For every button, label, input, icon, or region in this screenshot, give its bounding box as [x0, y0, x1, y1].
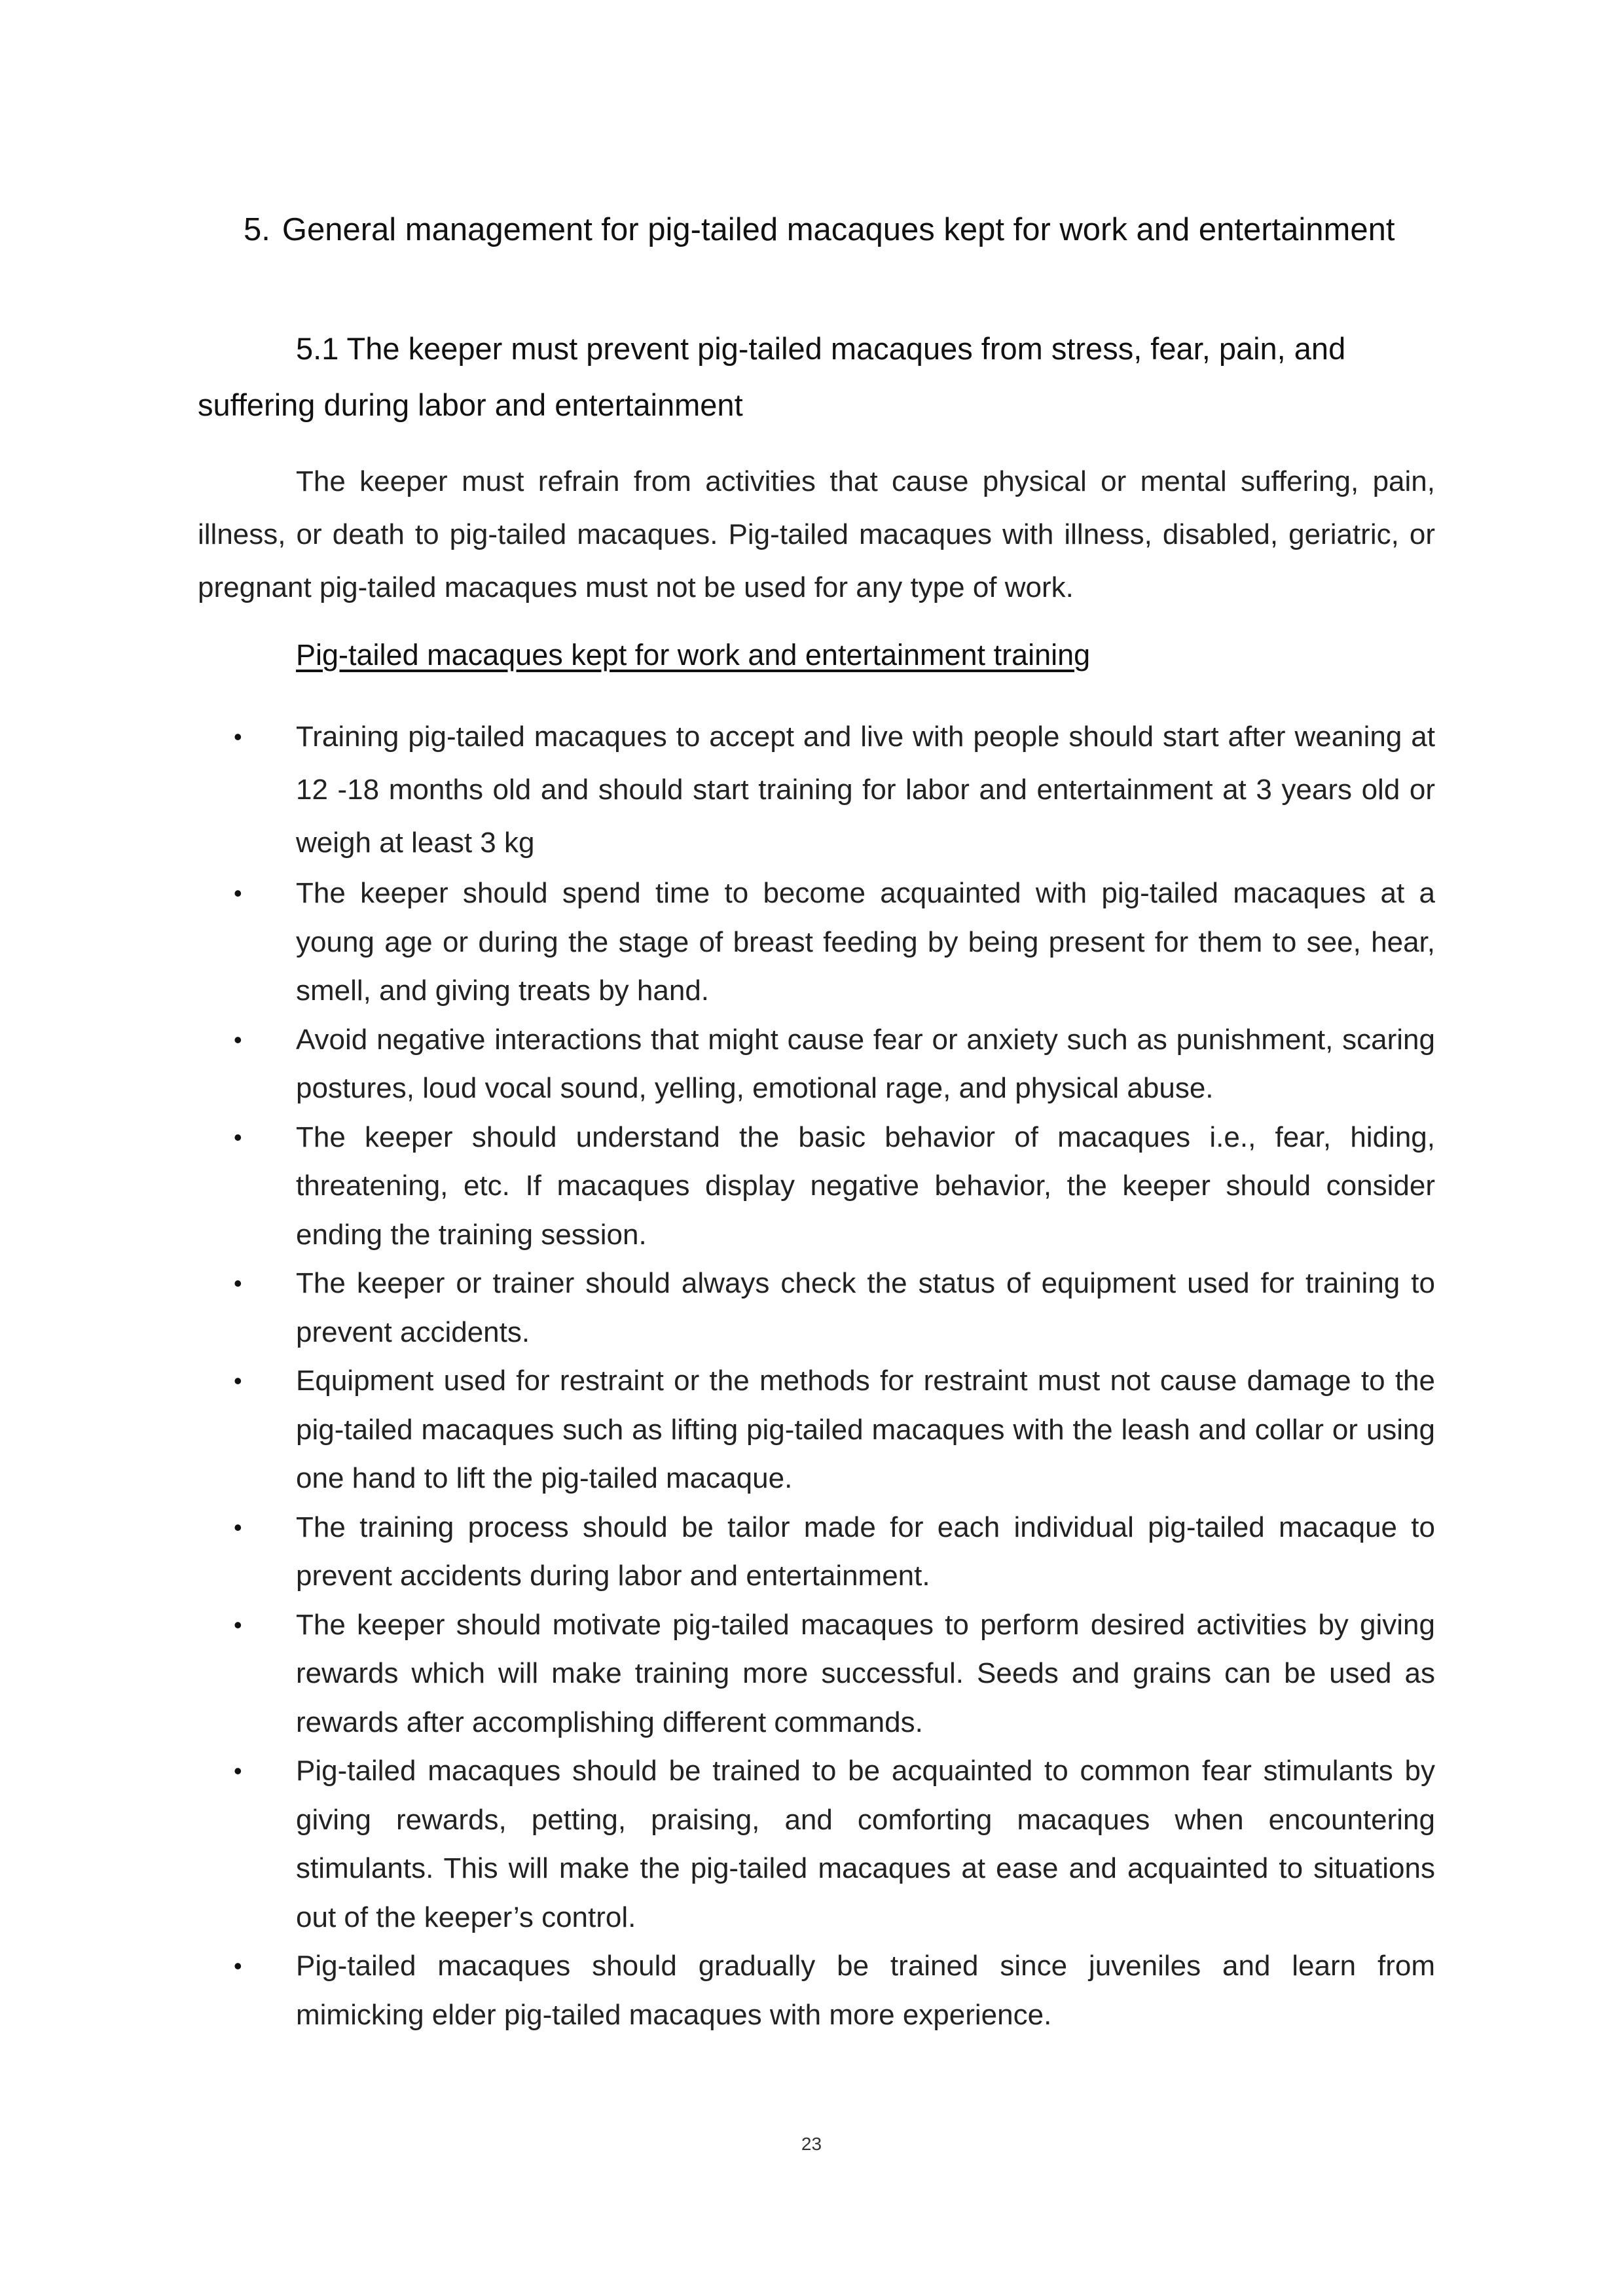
- bullet-item: [198, 1113, 1435, 1260]
- bullet-dot-icon: •: [234, 1513, 242, 1541]
- bullet-dot-icon: •: [234, 1270, 242, 1297]
- bullet-text: The keeper or trainer should always check the status of equipment used for training to prevent accidents.: [296, 1267, 1435, 1348]
- bullet-item: [198, 710, 1435, 869]
- bullet-dot-icon: •: [234, 1026, 242, 1053]
- bullet-dot-icon: •: [234, 1367, 242, 1394]
- bullet-text: The keeper should spend time to become acquainted with pig-tailed macaques at a young age or during the stage of breast feeding by being present for them to see, hear, smell, and giving treats by hand.: [296, 877, 1435, 1007]
- training-bullet-list: [198, 710, 1435, 2039]
- page-number: 23: [801, 2134, 822, 2154]
- section-heading: [198, 200, 1429, 260]
- bullet-item: [198, 1747, 1435, 1942]
- subsection-heading: 5.1 The keeper must prevent pig-tailed macaques from stress, fear, pain, and suffering during labor and entertainment: [198, 331, 1346, 422]
- bullet-text: Pig-tailed macaques should be trained to be acquainted to common fear stimulants by giving rewards, petting, praising, and comforting macaques when encountering stimulants. This will make the pig-tailed macaques at ease and acquainted to situations out of the keeper’s control.: [296, 1755, 1435, 1933]
- bullet-dot-icon: •: [234, 880, 242, 906]
- bullet-text: Equipment used for restraint or the methods for restraint must not cause damage to the pig-tailed macaques such as lifting pig-tailed macaques with the leash and collar or using one hand to lift the pig-tailed macaque.: [296, 1365, 1435, 1494]
- bullet-item: [198, 1016, 1435, 1113]
- bullet-item: [198, 1259, 1435, 1357]
- bullet-item: [198, 1942, 1435, 2039]
- bullet-text: The keeper should understand the basic behavior of macaques i.e., fear, hiding, threatening, etc. If macaques display negative behavior, the keeper should consider ending the training session.: [296, 1121, 1435, 1251]
- section-number: 5.: [244, 212, 270, 247]
- bullet-item: [198, 1601, 1435, 1748]
- intro-paragraph: The keeper must refrain from activities that cause physical or mental suffering, pain, illness, or death to pig-tailed macaques. Pig-tailed macaques with illness, disabled, geriatric, or pregnant pig-tailed macaques must not be used for any type of work.: [198, 465, 1435, 603]
- bullet-text: Avoid negative interactions that might cause fear or anxiety such as punishment, scaring postures, loud vocal sound, yelling, emotional rage, and physical abuse.: [296, 1023, 1435, 1104]
- bullet-dot-icon: •: [234, 1952, 242, 1979]
- bullet-text: The training process should be tailor made for each individual pig-tailed macaque to prevent accidents during labor and entertainment.: [296, 1511, 1435, 1592]
- training-heading: Pig-tailed macaques kept for work and entertainment training: [296, 638, 1091, 672]
- bullet-text: Pig-tailed macaques should gradually be trained since juveniles and learn from mimicking elder pig-tailed macaques with more experience.: [296, 1950, 1435, 2031]
- section-title: General management for pig-tailed macaques kept for work and entertainment: [282, 212, 1395, 247]
- bullet-text: Training pig-tailed macaques to accept and live with people should start after weaning at 12 -18 months old and should start training for labor and entertainment at 3 years old or weigh at least 3 kg: [296, 721, 1435, 859]
- bullet-item: [198, 1357, 1435, 1503]
- bullet-dot-icon: •: [234, 723, 242, 750]
- bullet-item: [198, 1503, 1435, 1601]
- bullet-dot-icon: •: [234, 1757, 242, 1784]
- bullet-dot-icon: •: [234, 1611, 242, 1638]
- bullet-item: [198, 869, 1435, 1016]
- bullet-text: The keeper should motivate pig-tailed macaques to perform desired activities by giving rewards which will make training more successful. Seeds and grains can be used as rewards after accomplishing different commands.: [296, 1608, 1435, 1738]
- bullet-dot-icon: •: [234, 1123, 242, 1151]
